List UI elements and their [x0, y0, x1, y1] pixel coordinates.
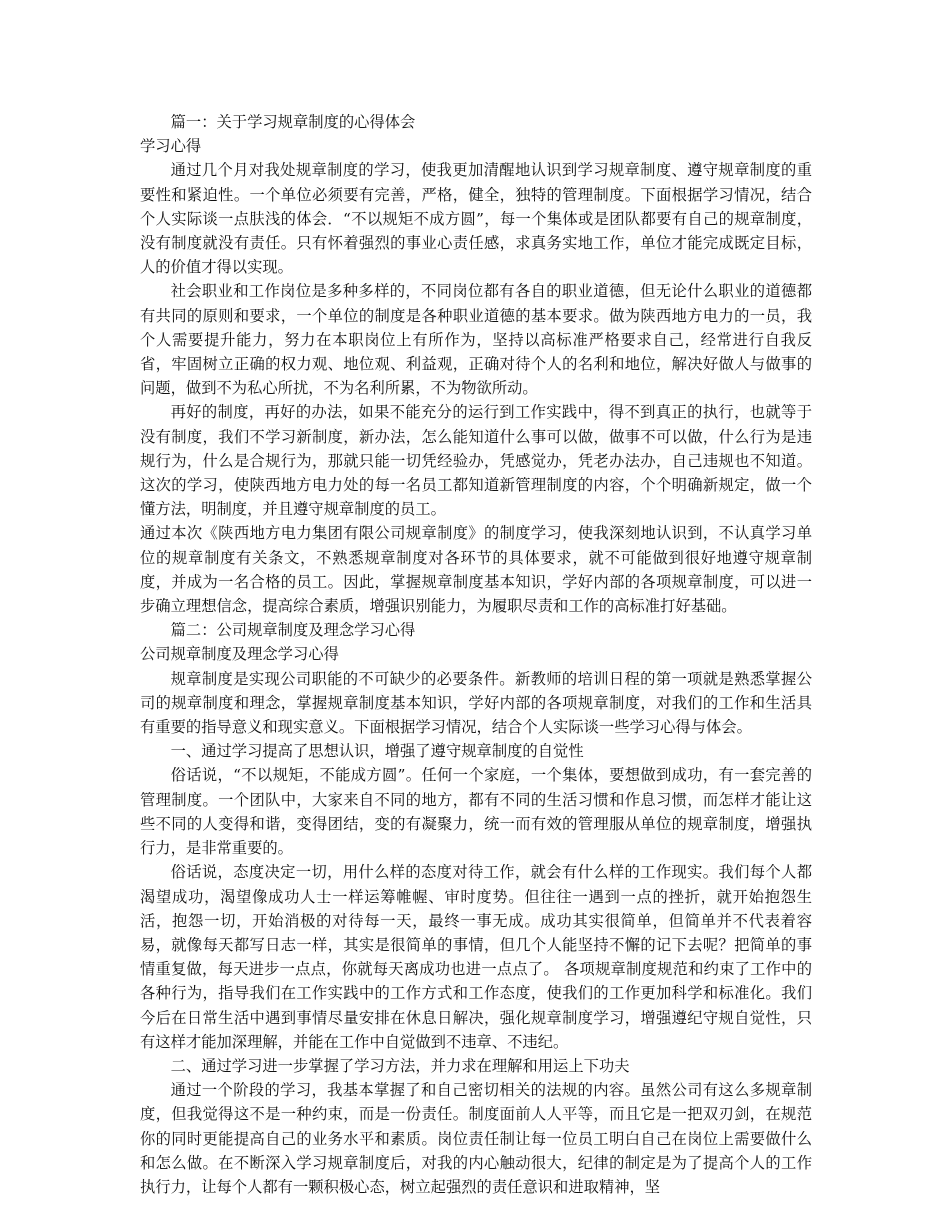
subtitle-part-two: 公司规章制度及理念学习心得	[140, 645, 339, 664]
heading-part-one: 篇一：关于学习规章制度的心得体会	[170, 113, 416, 131]
section-heading: 二、通过学习进一步掌握了学习方法，并力求在理解和用运上下功夫	[170, 1056, 630, 1075]
body-paragraph: 俗话说，态度决定一切，用什么样的态度对待工作，就会有什么样的工作现实。我们每个人都渴望成功，渴望像成功人士一样运筹帷幄、审时度势。但往往一遇到一点的挫折，就开始抱怨生活，抱怨一切，开始消极的对待每一天，最终一事无成。成功其实很简单，但简单并不代表着容易，就像每天都写日志一样，其实是很简单的事情，但几个人能坚持不懈的记下去呢？把简单的事情重复做，每天进步一点点，你就每天离成功也进一点点了。 各项规章制度规范和约束了工作中的各种行为，指导我们在工作实践中的工作方式和工作态度，使我们的工作更加科学和标准化。我们今后在日常生活中遇到事情尽量安排在休息日解决，强化规章制度学习，增强遵纪守规自觉性，只有这样才能加深理解，并能在工作中自觉做到不违章、不违纪。	[140, 863, 812, 1051]
body-paragraph: 再好的制度，再好的办法，如果不能充分的运行到工作实践中，得不到真正的执行，也就等于没有制度，我们不学习新制度，新办法，怎么能知道什么事可以做，做事不可以做，什么行为是违规行为，什么是合规行为，那就只能一切凭经验办，凭感觉办，凭老办法办，自己违规也不知道。这次的学习，使陕西地方电力处的每一名员工都知道新管理制度的内容，个个明确新规定，做一个懂方法，明制度，并且遵守规章制度的员工。	[140, 403, 812, 519]
section-heading: 一、通过学习提高了思想认识，增强了遵守规章制度的自觉性	[170, 742, 584, 761]
body-paragraph: 通过几个月对我处规章制度的学习，使我更加清醒地认识到学习规章制度、遵守规章制度的重要性和紧迫性。一个单位必须要有完善，严格，健全，独特的管理制度。下面根据学习情况，结合个人实际谈一点肤浅的体会．“不以规矩不成方圆”，每一个集体或是团队都要有自己的规章制度，没有制度就没有责任。只有怀着强烈的事业心责任感，求真务实地工作，单位才能完成既定目标，人的价值才得以实现。	[140, 161, 812, 277]
body-paragraph: 通过本次《陕西地方电力集团有限公司规章制度》的制度学习，使我深刻地认识到，不认真学习单位的规章制度有关条文，不熟悉规章制度对各环节的具体要求，就不可能做到很好地遵守规章制度，并成为一名合格的员工。因此，掌握规章制度基本知识，学好内部的各项规章制度，可以进一步确立理想信念，提高综合素质，增强识别能力，为履职尽责和工作的高标准打好基础。	[140, 524, 812, 616]
document-page	[140, 110, 812, 1199]
body-paragraph: 规章制度是实现公司职能的不可缺少的必要条件。新教师的培训日程的第一项就是熟悉掌握公司的规章制度和理念，掌握规章制度基本知识，学好内部的各项规章制度，对我们的工作和生活具有重要的指导意义和现实意义。下面根据学习情况，结合个人实际谈一些学习心得与体会。	[140, 669, 812, 737]
body-paragraph: 通过一个阶段的学习，我基本掌握了和自己密切相关的法规的内容。虽然公司有这么多规章制度，但我觉得这不是一种约束，而是一份责任。制度面前人人平等，而且它是一把双刃剑，在规范你的同时更能提高自己的业务水平和素质。岗位责任制让每一位员工明白自己在岗位上需要做什么和怎么做。在不断深入学习规章制度后，对我的内心触动很大，纪律的制定是为了提高个人的工作执行力，让每个人都有一颗积极心态，树立起强烈的责任意识和进取精神，坚	[140, 1081, 812, 1196]
body-paragraph: 社会职业和工作岗位是多种多样的，不同岗位都有各自的职业道德，但无论什么职业的道德都有共同的原则和要求，一个单位的制度是各种职业道德的基本要求。做为陕西地方电力的一员，我个人需要提升能力，努力在本职岗位上有所作为，坚持以高标准严格要求自己，经常进行自我反省，牢固树立正确的权力观、地位观、利益观，正确对待个人的名利和地位，解决好做人与做事的问题，做到不为私心所扰，不为名利所累，不为物欲所动。	[140, 282, 812, 398]
subtitle-part-one: 学习心得	[140, 137, 202, 156]
body-paragraph: 俗话说，“不以规矩，不能成方圆”。任何一个家庭，一个集体，要想做到成功，有一套完善的管理制度。一个团队中，大家来自不同的地方，都有不同的生活习惯和作息习惯，而怎样才能让这些不同的人变得和谐，变得团结，变的有凝聚力，统一而有效的管理服从单位的规章制度，增强执行力，是非常重要的。	[140, 766, 812, 858]
heading-part-two: 篇二：公司规章制度及理念学习心得	[170, 621, 416, 640]
